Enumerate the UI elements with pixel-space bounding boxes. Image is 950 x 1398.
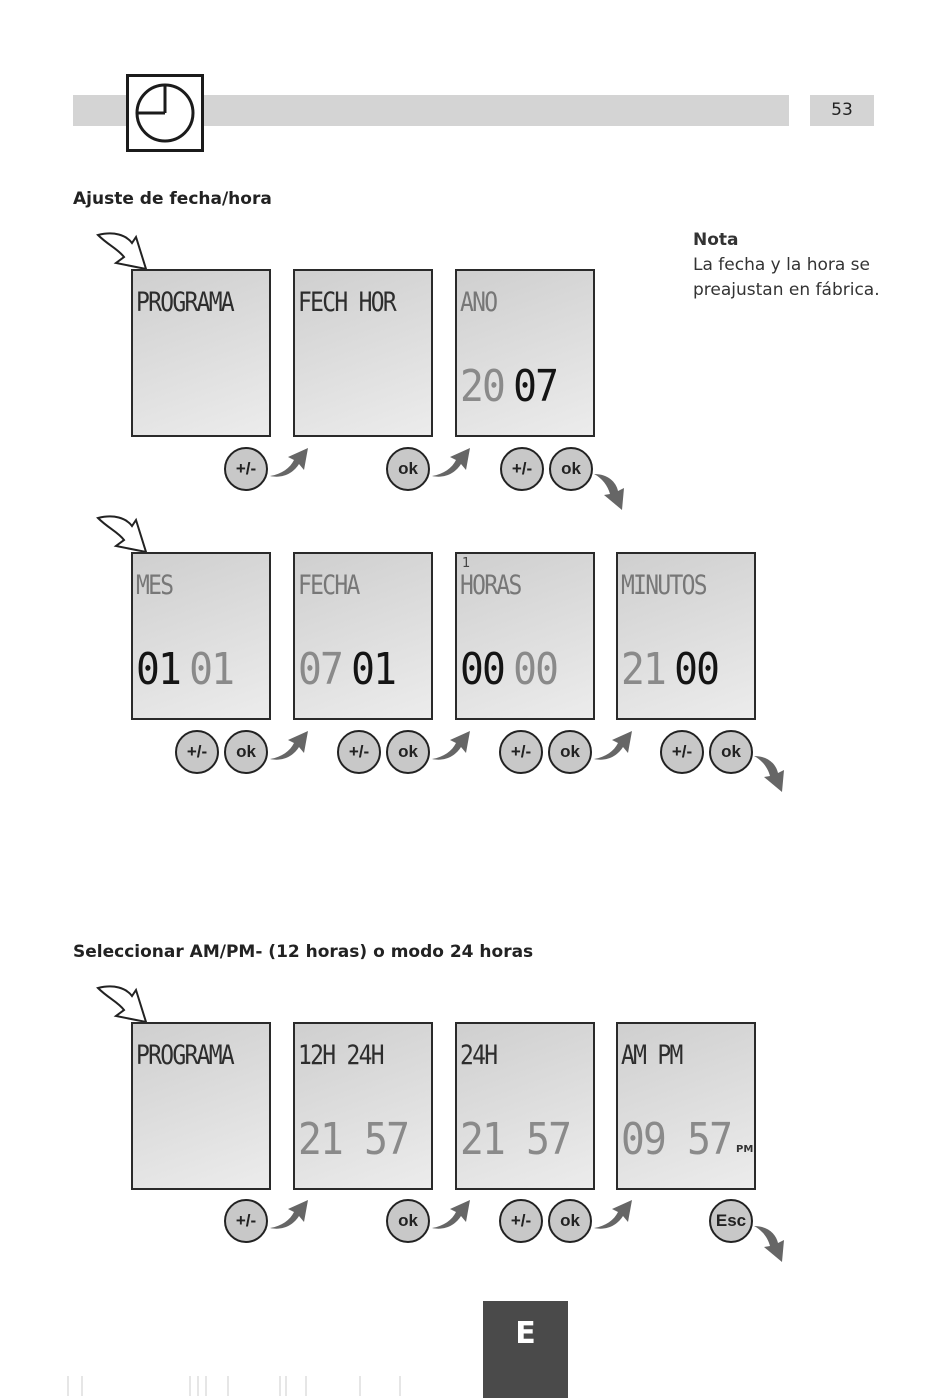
note-title: Nota (693, 230, 739, 250)
arrow-up-right-icon (268, 446, 310, 480)
lcd-display (616, 552, 756, 720)
section-title-date-time: Ajuste de fecha/hora (73, 189, 272, 209)
lcd-digits-dim: 21 (621, 644, 666, 695)
esc-button[interactable]: Esc (709, 1199, 753, 1243)
arrow-up-right-icon (268, 729, 310, 763)
lcd-digits-dim: 09 57 (621, 1114, 732, 1165)
lcd-digits-dim: 01 (189, 644, 234, 695)
pm-indicator: PM (736, 1144, 754, 1155)
section-title-ampm: Seleccionar AM/PM- (12 horas) o modo 24 horas (73, 942, 534, 962)
ok-button[interactable]: ok (224, 730, 268, 774)
note (693, 228, 880, 303)
start-pointer-icon (96, 980, 152, 1026)
lcd-label: AM PM (621, 1040, 682, 1071)
lcd-display (293, 1022, 433, 1190)
ok-button[interactable]: ok (386, 730, 430, 774)
arrow-up-right-icon (268, 1198, 310, 1232)
lcd-digits-active: 01 (351, 644, 396, 695)
lcd-digits-dim: 21 57 (298, 1114, 409, 1165)
lcd-display (131, 1022, 271, 1190)
lcd-digits-dim: 20 (460, 361, 505, 412)
lcd-display (293, 552, 433, 720)
lcd-label: 12H 24H (298, 1040, 383, 1071)
arrow-down-right-icon (752, 1222, 786, 1264)
lcd-label: FECHA (298, 570, 359, 601)
ok-button[interactable]: ok (386, 1199, 430, 1243)
plus-minus-button[interactable]: +/- (224, 1199, 268, 1243)
lcd-label: FECH HOR (298, 287, 395, 318)
lcd-value (298, 1114, 408, 1165)
lcd-label: HORAS (460, 570, 521, 601)
clock-icon (126, 74, 204, 152)
lcd-display (455, 552, 595, 720)
lcd-value (460, 644, 557, 695)
lcd-display (131, 552, 271, 720)
note-line: La fecha y la hora se (693, 255, 870, 275)
arrow-up-right-icon (430, 1198, 472, 1232)
start-pointer-icon (96, 510, 152, 556)
lcd-digits-dim: 00 (513, 644, 558, 695)
ok-button[interactable]: ok (548, 730, 592, 774)
note-line: preajustan en fábrica. (693, 280, 880, 300)
start-pointer-icon (96, 227, 152, 273)
lcd-marker: 1 (462, 556, 471, 571)
ok-button[interactable]: ok (386, 447, 430, 491)
lcd-label: PROGRAMA (136, 1040, 233, 1071)
arrow-up-right-icon (592, 1198, 634, 1232)
lcd-value (298, 644, 395, 695)
lcd-display (455, 269, 595, 437)
page-number: 53 (810, 95, 874, 126)
arrow-up-right-icon (430, 446, 472, 480)
lcd-digits-active: 00 (460, 644, 505, 695)
lcd-digits-active: 07 (513, 361, 558, 412)
arrow-down-right-icon (752, 752, 786, 794)
lcd-display (293, 269, 433, 437)
plus-minus-button[interactable]: +/- (499, 1199, 543, 1243)
lcd-value (460, 361, 557, 412)
plus-minus-button[interactable]: +/- (224, 447, 268, 491)
arrow-up-right-icon (430, 729, 472, 763)
ok-button[interactable]: ok (709, 730, 753, 774)
plus-minus-button[interactable]: +/- (499, 730, 543, 774)
lcd-label: ANO (460, 287, 497, 318)
lcd-label: 24H (460, 1040, 497, 1071)
lcd-display (455, 1022, 595, 1190)
arrow-up-right-icon (592, 729, 634, 763)
lcd-value (136, 644, 233, 695)
plus-minus-button[interactable]: +/- (660, 730, 704, 774)
plus-minus-button[interactable]: +/- (500, 447, 544, 491)
lcd-digits-active: 00 (674, 644, 719, 695)
ok-button[interactable]: ok (549, 447, 593, 491)
lcd-display (131, 269, 271, 437)
lcd-label: PROGRAMA (136, 287, 233, 318)
lcd-label: MINUTOS (621, 570, 706, 601)
lcd-value (460, 1114, 570, 1165)
plus-minus-button[interactable]: +/- (175, 730, 219, 774)
lcd-value (621, 1114, 731, 1165)
lcd-display (616, 1022, 756, 1190)
lcd-digits-active: 01 (136, 644, 181, 695)
print-marks (60, 1376, 460, 1396)
ok-button[interactable]: ok (548, 1199, 592, 1243)
lcd-value (621, 644, 718, 695)
plus-minus-button[interactable]: +/- (337, 730, 381, 774)
arrow-down-right-icon (592, 470, 626, 512)
lcd-digits-dim: 07 (298, 644, 343, 695)
lcd-label: MES (136, 570, 173, 601)
lcd-digits-dim: 21 57 (460, 1114, 571, 1165)
language-tab: E (483, 1301, 568, 1398)
